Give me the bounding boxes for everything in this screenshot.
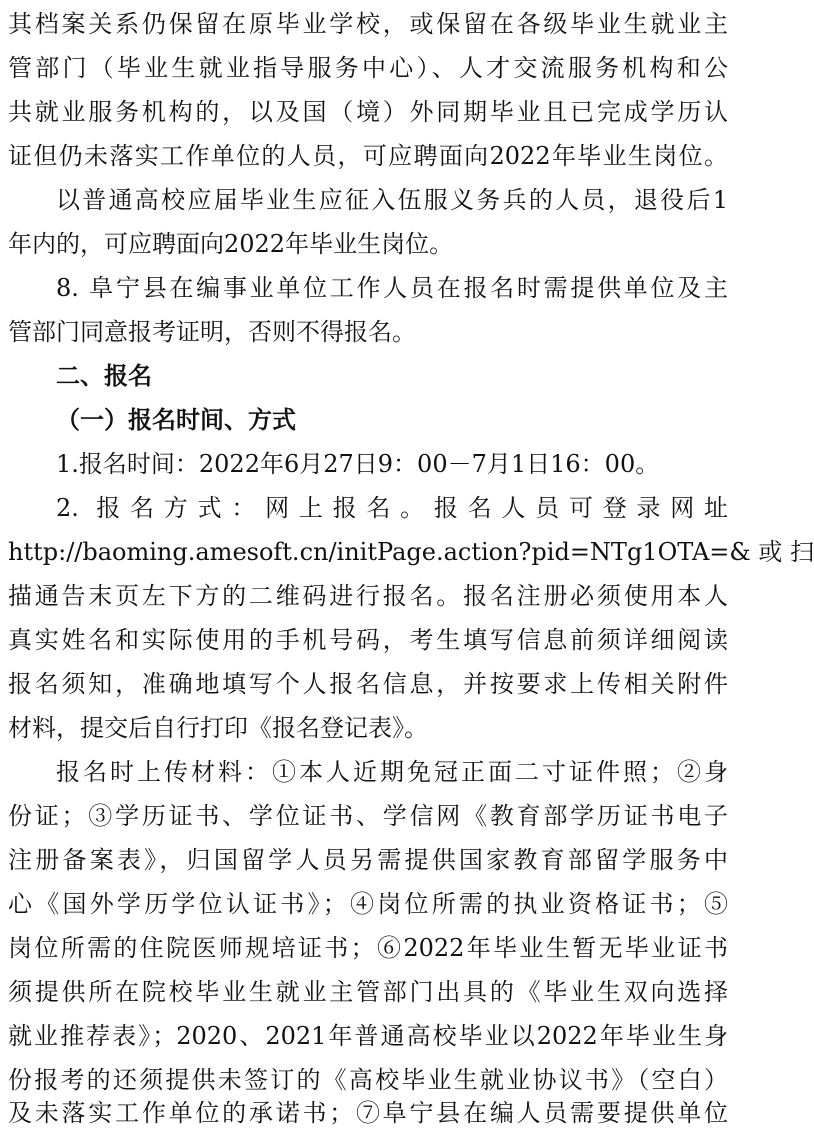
url-line: http://baoming.amesoft.cn/initPage.action?pid=NTg1OTA=& 或 扫 [8, 538, 814, 566]
paragraph-line: 其档案关系仍保留在原毕业学校，或保留在各级毕业生就业主 [8, 10, 728, 38]
paragraph-line: 证但仍未落实工作单位的人员，可应聘面向2022年毕业生岗位。 [8, 142, 728, 170]
paragraph-line: 及未落实工作单位的承诺书；⑦阜宁县在编人员需要提供单位 [8, 1099, 728, 1127]
paragraph-line: 注册备案表》，归国留学人员另需提供国家教育部留学服务中 [8, 846, 728, 874]
paragraph-line: 须提供所在院校毕业生就业主管部门出具的《毕业生双向选择 [8, 978, 728, 1006]
paragraph-line: 描通告末页左下方的二维码进行报名。报名注册必须使用本人 [8, 582, 728, 610]
paragraph-line: 岗位所需的住院医师规培证书；⑥2022年毕业生暂无毕业证书 [8, 934, 728, 962]
section-heading: 二、报名 [56, 361, 152, 390]
paragraph-line: 报名须知，准确地填写个人报名信息，并按要求上传相关附件 [8, 670, 728, 698]
paragraph-line: 管部门同意报考证明，否则不得报名。 [8, 318, 416, 346]
paragraph-line: 就业推荐表》；2020、2021年普通高校毕业以2022年毕业生身 [8, 1022, 728, 1050]
paragraph-line: 份证；③学历证书、学位证书、学信网《教育部学历证书电子 [8, 802, 728, 830]
paragraph-line: 8. 阜宁县在编事业单位工作人员在报名时需提供单位及主 [56, 274, 728, 302]
paragraph-line: 报名时上传材料：①本人近期免冠正面二寸证件照；②身 [56, 758, 728, 786]
paragraph-line: 以普通高校应届毕业生应征入伍服义务兵的人员，退役后1 [56, 186, 728, 214]
paragraph-line: 份报考的还须提供未签订的《高校毕业生就业协议书》（空白） [8, 1066, 728, 1094]
paragraph-line: 2. 报名方式：网上报名。报名人员可登录网址 [56, 494, 728, 522]
paragraph-line: 共就业服务机构的，以及国（境）外同期毕业且已完成学历认 [8, 98, 728, 126]
paragraph-line: 管部门（毕业生就业指导服务中心）、人才交流服务机构和公 [8, 54, 728, 82]
paragraph-line: 真实姓名和实际使用的手机号码，考生填写信息前须详细阅读 [8, 626, 728, 654]
subsection-heading: （一）报名时间、方式 [56, 405, 296, 434]
paragraph-line: 心《国外学历学位认证书》；④岗位所需的执业资格证书；⑤ [8, 890, 728, 918]
paragraph-line: 年内的，可应聘面向2022年毕业生岗位。 [8, 230, 454, 258]
paragraph-line: 材料，提交后自行打印《报名登记表》。 [8, 714, 428, 742]
paragraph-line: 1.报名时间：2022年6月27日9：00－7月1日16：00。 [56, 450, 660, 478]
